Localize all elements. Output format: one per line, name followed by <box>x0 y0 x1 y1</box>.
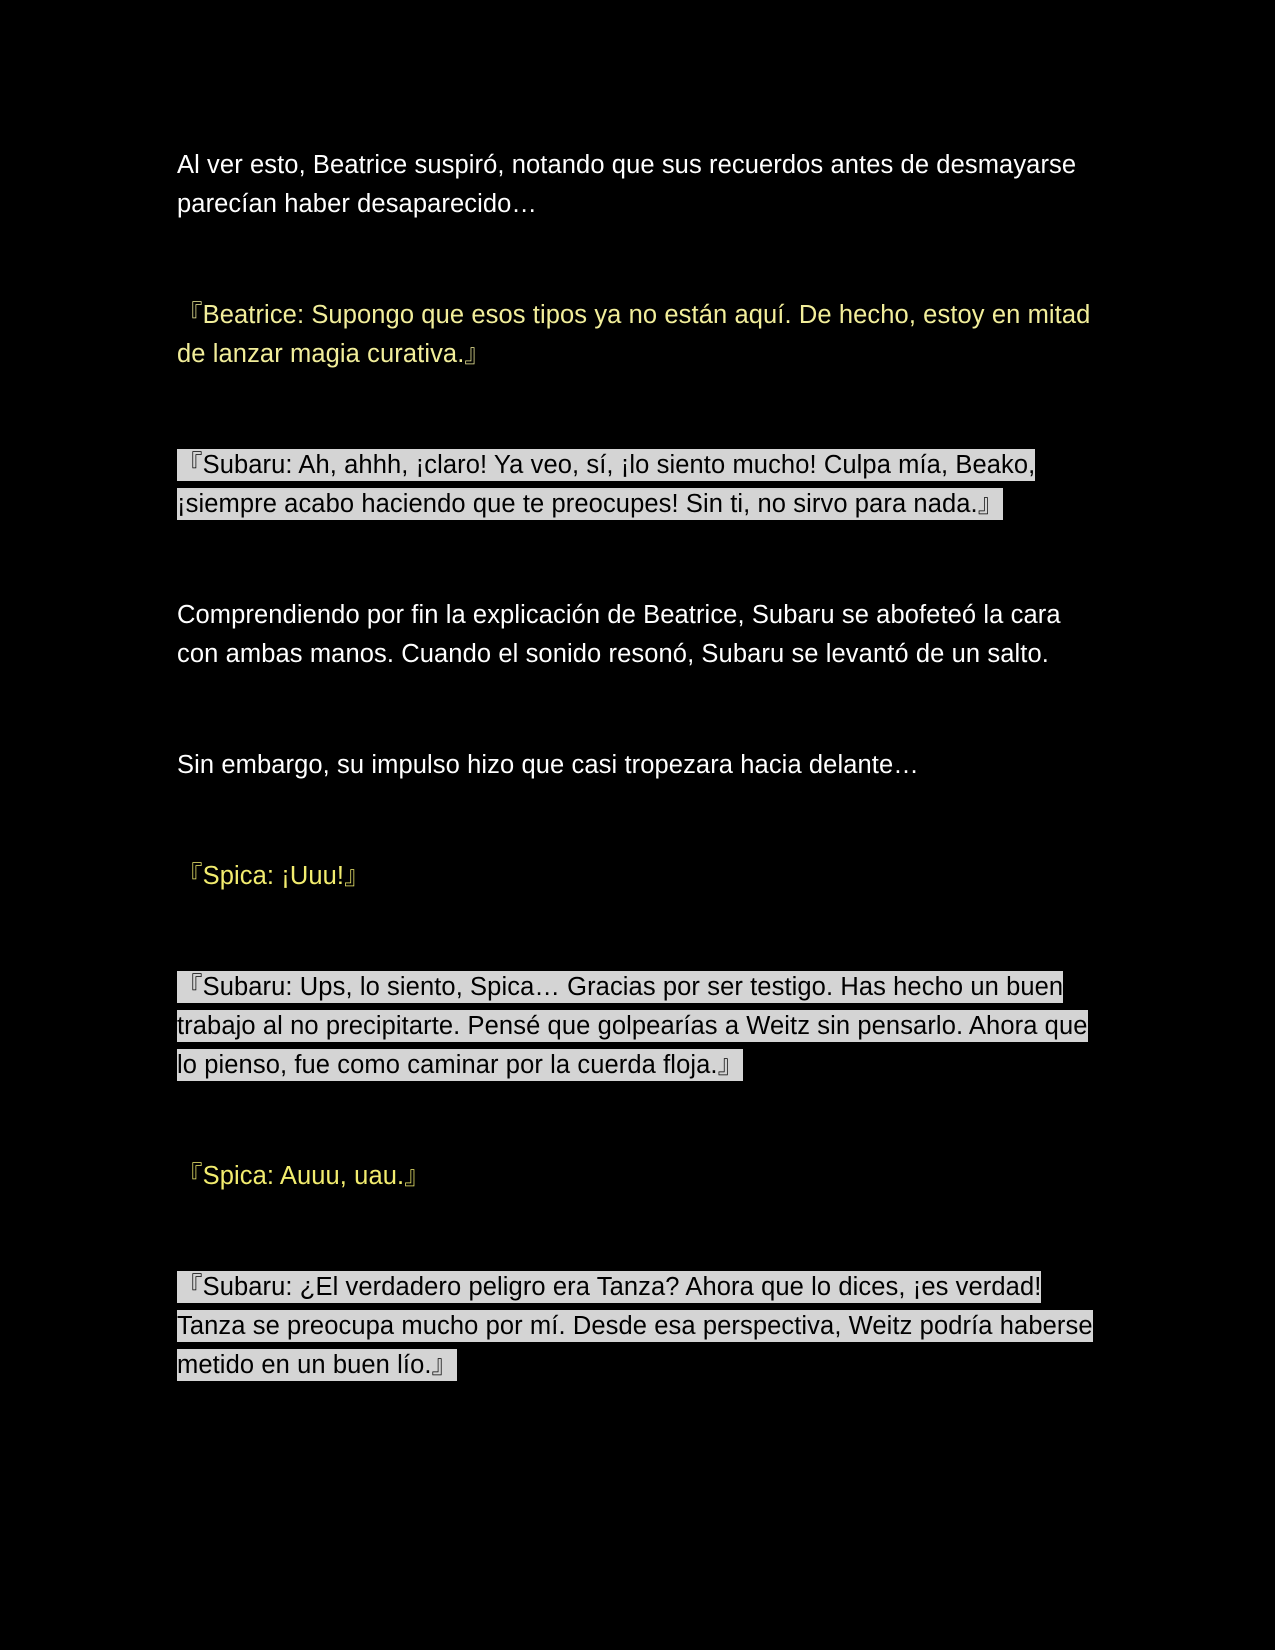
document-page <box>177 146 1097 1385</box>
narration-paragraph: Sin embargo, su impulso hizo que casi tropezara hacia delante… <box>177 751 919 779</box>
dialogue-subaru <box>177 968 1097 1085</box>
dialogue-spica: 『Spica: Auuu, uau.』 <box>177 1162 430 1190</box>
dialogue-subaru-text: 『Subaru: ¿El verdadero peligro era Tanza? Ahora que lo dices, ¡es verdad! Tanza se preocupa mucho por mí. Desde esa perspectiva, Weitz podría haberse metido en un buen lío.』 <box>177 1273 1093 1379</box>
dialogue-beatrice: 『Beatrice: Supongo que esos tipos ya no están aquí. De hecho, estoy en mitad de lanzar magia curativa.』 <box>177 301 1091 368</box>
dialogue-subaru <box>177 446 1097 524</box>
dialogue-subaru <box>177 1268 1097 1385</box>
dialogue-subaru-text: 『Subaru: Ups, lo siento, Spica… Gracias por ser testigo. Has hecho un buen trabajo al no precipitarte. Pensé que golpearías a Weitz sin pensarlo. Ahora que lo pienso, fue como caminar por la cuerda floja.』 <box>177 973 1088 1079</box>
dialogue-subaru-text: 『Subaru: Ah, ahhh, ¡claro! Ya veo, sí, ¡lo siento mucho! Culpa mía, Beako, ¡siempre acabo haciendo que te preocupes! Sin ti, no sirvo para nada.』 <box>177 451 1036 518</box>
narration-paragraph: Comprendiendo por fin la explicación de Beatrice, Subaru se abofeteó la cara con ambas manos. Cuando el sonido resonó, Subaru se levantó de un salto. <box>177 601 1061 668</box>
narration-paragraph: Al ver esto, Beatrice suspiró, notando que sus recuerdos antes de desmayarse parecían haber desaparecido… <box>177 151 1077 218</box>
dialogue-spica: 『Spica: ¡Uuu!』 <box>177 862 370 890</box>
